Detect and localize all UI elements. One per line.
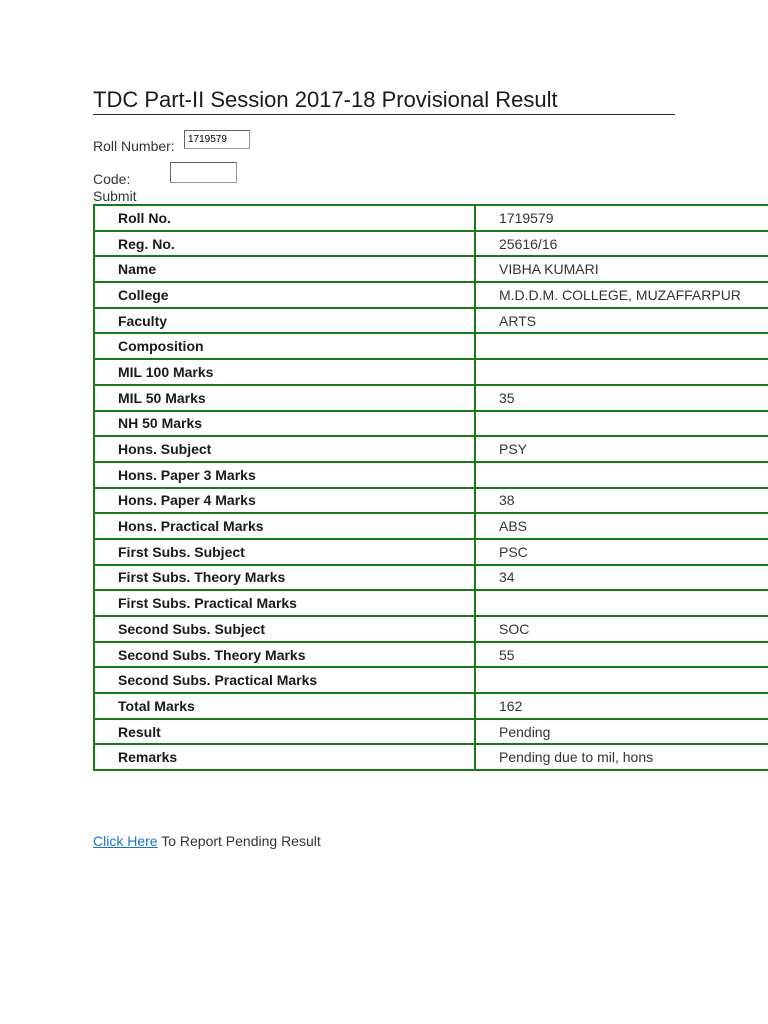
row-value: 1719579 xyxy=(475,205,768,231)
report-pending-line xyxy=(93,833,321,849)
row-value: SOC xyxy=(475,616,768,642)
table-row xyxy=(94,359,768,385)
row-label: First Subs. Practical Marks xyxy=(94,590,475,616)
row-value xyxy=(475,667,768,693)
row-value: ABS xyxy=(475,513,768,539)
table-row xyxy=(94,616,768,642)
row-label: Hons. Paper 3 Marks xyxy=(94,462,475,488)
row-value xyxy=(475,462,768,488)
row-label: First Subs. Theory Marks xyxy=(94,565,475,591)
row-value: 55 xyxy=(475,642,768,668)
click-here-link[interactable]: Click Here xyxy=(93,833,158,849)
row-label: Result xyxy=(94,719,475,745)
table-row xyxy=(94,744,768,770)
row-value: 38 xyxy=(475,488,768,514)
row-label: College xyxy=(94,282,475,308)
row-label: Roll No. xyxy=(94,205,475,231)
row-value: 25616/16 xyxy=(475,231,768,257)
table-row xyxy=(94,436,768,462)
row-value: VIBHA KUMARI xyxy=(475,256,768,282)
row-value: 34 xyxy=(475,565,768,591)
row-value: 162 xyxy=(475,693,768,719)
code-label: Code: xyxy=(93,171,131,187)
result-table-body xyxy=(94,205,768,770)
table-row xyxy=(94,231,768,257)
table-row xyxy=(94,539,768,565)
code-input[interactable] xyxy=(170,162,237,183)
row-label: MIL 100 Marks xyxy=(94,359,475,385)
table-row xyxy=(94,333,768,359)
row-value xyxy=(475,590,768,616)
row-label: First Subs. Subject xyxy=(94,539,475,565)
row-label: Composition xyxy=(94,333,475,359)
table-row xyxy=(94,308,768,334)
table-row xyxy=(94,693,768,719)
table-row xyxy=(94,462,768,488)
row-value: M.D.D.M. COLLEGE, MUZAFFARPUR xyxy=(475,282,768,308)
row-label: NH 50 Marks xyxy=(94,411,475,437)
report-pending-text: To Report Pending Result xyxy=(157,833,321,849)
row-label: Second Subs. Theory Marks xyxy=(94,642,475,668)
table-row xyxy=(94,411,768,437)
row-value: 35 xyxy=(475,385,768,411)
table-row xyxy=(94,205,768,231)
table-row xyxy=(94,719,768,745)
row-label: Faculty xyxy=(94,308,475,334)
table-row xyxy=(94,513,768,539)
table-row xyxy=(94,590,768,616)
table-row xyxy=(94,488,768,514)
row-label: Name xyxy=(94,256,475,282)
roll-number-label: Roll Number: xyxy=(93,138,175,154)
result-table xyxy=(93,204,768,771)
table-row xyxy=(94,385,768,411)
row-value xyxy=(475,411,768,437)
row-label: Reg. No. xyxy=(94,231,475,257)
row-label: MIL 50 Marks xyxy=(94,385,475,411)
row-value: ARTS xyxy=(475,308,768,334)
row-label: Second Subs. Practical Marks xyxy=(94,667,475,693)
table-row xyxy=(94,282,768,308)
table-row xyxy=(94,565,768,591)
row-value xyxy=(475,359,768,385)
row-value: PSC xyxy=(475,539,768,565)
row-value: Pending xyxy=(475,719,768,745)
submit-button[interactable]: Submit xyxy=(93,188,137,204)
table-row xyxy=(94,667,768,693)
row-value: Pending due to mil, hons xyxy=(475,744,768,770)
row-label: Total Marks xyxy=(94,693,475,719)
roll-number-input[interactable] xyxy=(184,130,250,149)
page-title: TDC Part-II Session 2017-18 Provisional Result xyxy=(93,86,675,115)
table-row xyxy=(94,642,768,668)
row-label: Hons. Practical Marks xyxy=(94,513,475,539)
row-value xyxy=(475,333,768,359)
row-label: Hons. Subject xyxy=(94,436,475,462)
row-label: Hons. Paper 4 Marks xyxy=(94,488,475,514)
row-label: Remarks xyxy=(94,744,475,770)
row-value: PSY xyxy=(475,436,768,462)
row-label: Second Subs. Subject xyxy=(94,616,475,642)
table-row xyxy=(94,256,768,282)
